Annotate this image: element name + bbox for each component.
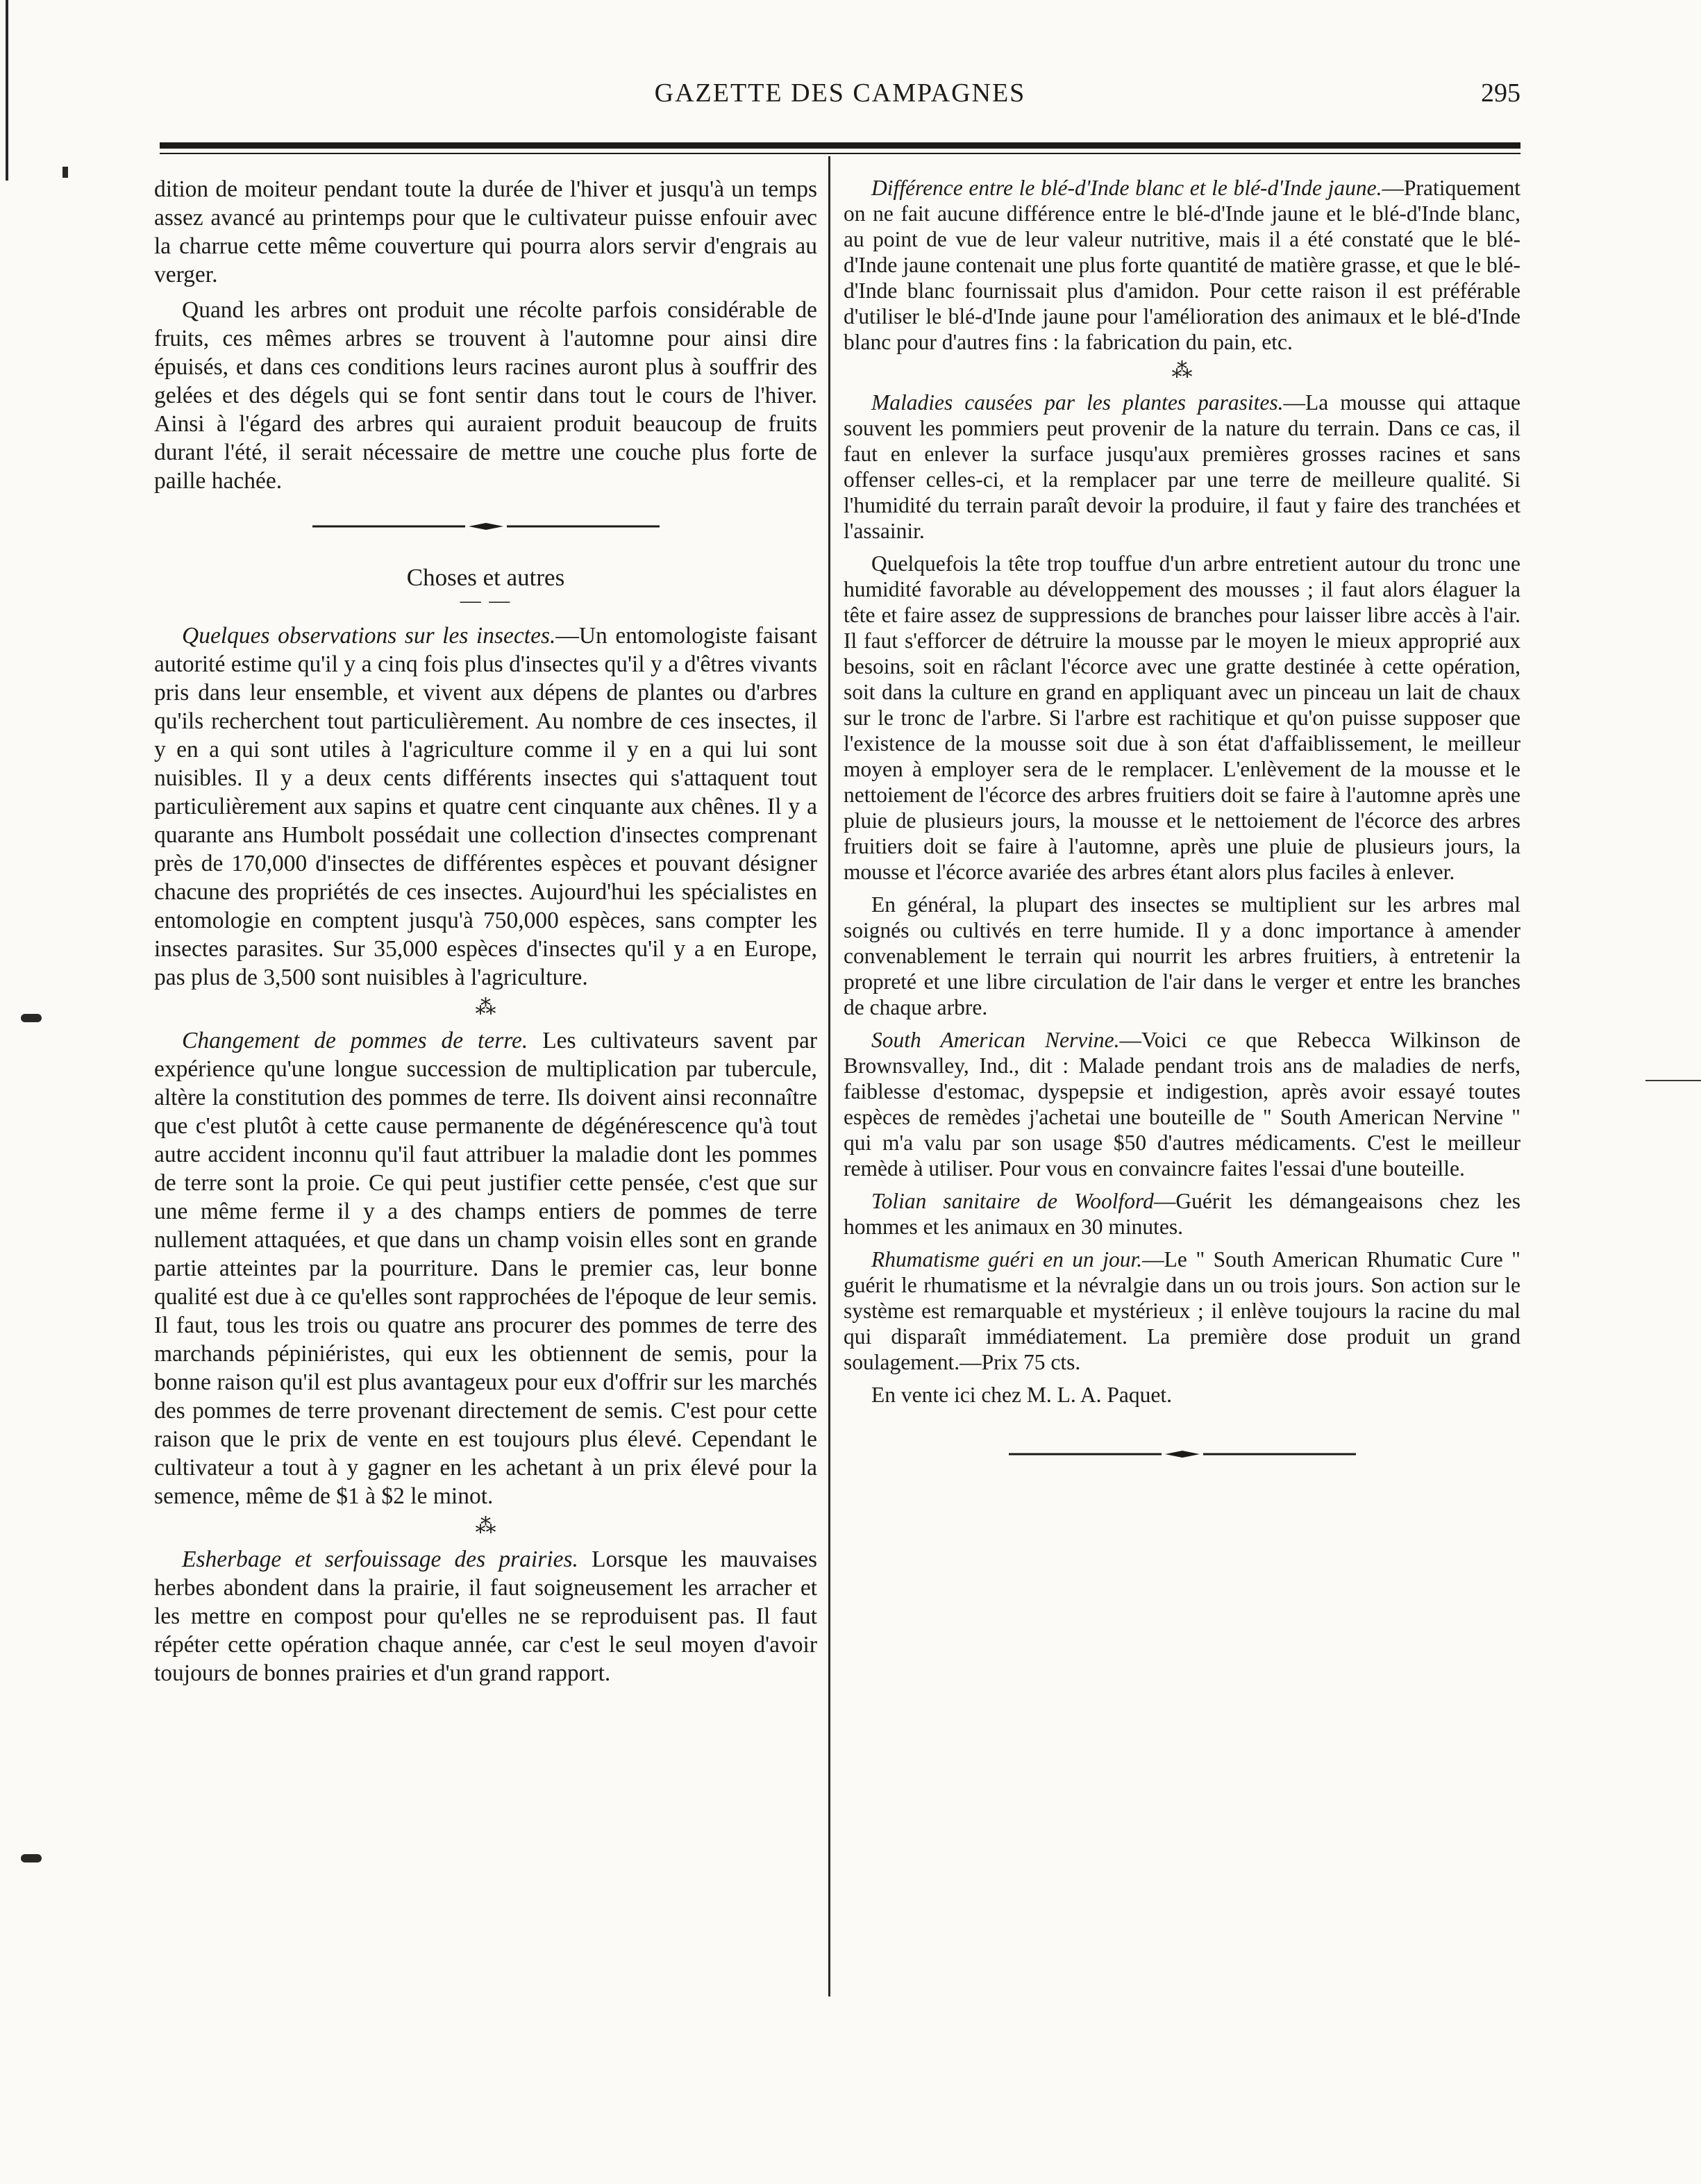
- scan-mark: [62, 167, 68, 178]
- article: [154, 622, 817, 992]
- advertisement-body: —Voici ce que Rebecca Wilkinson de Brownsvalley, Ind., dit : Malade pendant trois ans de maladies de nerfs, faiblesse d'estomac, dyspepsie et indigestion, après avoir essayé toutes espèces de remèdes j'achetai une bouteille de " South American Nervine " qui m'a valu par son usage $50 d'autres médicaments. C'est le meilleur remède à utiliser. Pour vous en convaincre faites l'essai d'une bouteille.: [844, 1028, 1520, 1181]
- ornament-rule: [312, 522, 660, 531]
- article-body: Les cultivateurs savent par expérience qu'une longue succession de multiplication par tubercule, altère la constitution des pommes de terre. Ils doivent ainsi reconnaître que c'est plutôt à cette cause permanente de dégénérescence qu'à tout autre accident inconnu qu'il faut attribuer la maladie dont les pommes de terre sont la proie. Ce qui peut justifier cette pensée, c'est que sur une même ferme il y a des champs entiers de pommes de terre nullement attaquées, et que dans un champ voisin elles sont en grande partie atteintes par la pourriture. Dans le premier cas, leur bonne qualité est due à ce qu'elles sont rapprochées de l'époque de leur semis. Il faut, tous les trois ou quatre ans procurer des pommes de terre des marchands pépiniéristes, qui eux les obtiennent de semis, pour la bonne raison qu'il est plus avantageux pour eux d'offrir sur les marchés des pommes de terre provenant directement de semis. C'est pour cette raison que le prix de vente en est toujours plus élevé. Cependant le cultivateur a tout à y gagner en les achetant à un prix élevé pour la semence, même de $1 à $2 le minot.: [154, 1028, 817, 1509]
- article-title: Esherbage et serfouissage des prairies.: [182, 1547, 578, 1572]
- article-body: —Un entomologiste faisant autorité estime qu'il y a cinq fois plus d'insectes qu'il y a d'êtres vivants pris dans leur ensemble, et vivent aux dépens de plantes ou d'arbres qu'ils recherchent tout particulièrement. Au nombre de ces insectes, il y en a qui sont utiles à l'agriculture comme il y en a qui lui sont nuisibles. Il y a deux cents différents insectes qui s'attaquent tout particulièrement aux sapins et quatre cent cinquante aux chênes. Il y a quarante ans Humbolt possédait une collection d'insectes comprenant près de 170,000 d'insectes de différentes espèces et pouvant désigner chacune des propriétés de ces insectes. Aujourd'hui les spécialistes en entomologie en comptent jusqu'à 750,000 espèces, sans compter les insectes parasites. Sur 35,000 espèces d'insectes qu'il y a en Europe, pas plus de 3,500 sont nuisibles à l'agriculture.: [154, 623, 817, 990]
- scan-mark: [21, 1014, 42, 1022]
- advertisement: [844, 1027, 1520, 1181]
- advertisement-body: —Guérit les démangeaisons chez les hommes et les animaux en 30 minutes.: [844, 1189, 1520, 1239]
- paragraph: En général, la plupart des insectes se multiplient sur les arbres mal soignés ou cultivés en terre humide. Il y a donc importance à amender convenablement le terrain qui nourrit les arbres fruitiers, à entretenir la propreté et une libre circulation de l'air dans le verger et entre les branches de chaque arbre.: [844, 892, 1520, 1019]
- asterism: ⁂: [1171, 359, 1193, 382]
- advertisement: [844, 1188, 1520, 1240]
- ornament-rule: [1009, 1449, 1356, 1459]
- paragraph: dition de moiteur pendant toute la durée de l'hiver et jusqu'à un temps assez avancé au printemps pour que le cultivateur puisse enfouir avec la charrue cette même couverture qui pourra alors servir d'engrais au verger.: [154, 176, 817, 287]
- header-rule-thin: [160, 153, 1520, 154]
- advertisement-body: —Le " South American Rhumatic Cure " guérit le rhumatisme et la névralgie dans un ou trois jours. Son action sur le système est remarquable et mystérieux ; il enlève toujours la racine du mal qui disparaît immédiatement. La première dose produit un grand soulagement.—Prix 75 cts.: [844, 1247, 1520, 1374]
- asterism: ⁂: [475, 996, 496, 1019]
- article-title: Maladies causées par les plantes parasites.: [871, 390, 1284, 415]
- paragraph: En vente ici chez M. L. A. Paquet.: [871, 1383, 1173, 1407]
- scan-left-edge: [6, 0, 8, 181]
- right-column: [844, 175, 1520, 1491]
- article: [844, 390, 1520, 544]
- advertisement-title: Tolian sanitaire de Woolford: [871, 1189, 1154, 1213]
- advertisement-title: Rhumatisme guéri en un jour.: [871, 1247, 1143, 1272]
- section-dash: — —: [460, 589, 512, 612]
- column-divider: [828, 156, 830, 1997]
- section-title: Choses et autres: [406, 564, 565, 591]
- left-column: [154, 175, 817, 1694]
- article-title: Différence entre le blé-d'Inde blanc et le blé-d'Inde jaune.: [871, 176, 1382, 200]
- page-number: 295: [1481, 78, 1520, 108]
- article-body: Lorsque les mauvaises herbes abondent dans la prairie, il faut soigneusement les arracher et les mettre en compost pour qu'elles ne se reproduisent pas. Il faut répéter cette opération chaque année, car c'est le seul moyen d'avoir toujours de bonnes prairies et d'un grand rapport.: [154, 1547, 817, 1686]
- advertisement-title: South American Nervine.: [871, 1028, 1120, 1052]
- article-title: Changement de pommes de terre.: [182, 1028, 528, 1053]
- article: [844, 175, 1520, 355]
- asterism: ⁂: [475, 1515, 496, 1537]
- paragraph: Quelquefois la tête trop touffue d'un arbre entretient autour du tronc une humidité favorable au développement des mousses ; il faut alors élaguer la tête et faire assez de suppressions de branches pour laisser libre accès à l'air. Il faut s'efforcer de détruire la mousse par le moyen le mieux approprié aux besoins, soit en râclant l'écorce avec une gratte destinée à cette opération, soit dans la culture en grand en appliquant avec un pinceau un lait de chaux sur le tronc de l'arbre. Si l'arbre est rachitique et qu'on puisse supposer que l'existence de la mousse soit due à son état d'affaiblissement, le meilleur moyen à employer sera de le remplacer. L'enlèvement de la mousse et le nettoiement de l'écorce des arbres fruitiers doit se faire à l'automne après une pluie de plusieurs jours, la mousse et le nettoiement de l'écorce des arbres fruitiers doit se faire à l'automne, après une pluie de plusieurs jours, la mousse et l'écorce avariée des arbres étant alors plus faciles à enlever.: [844, 551, 1520, 884]
- article: [154, 1545, 817, 1687]
- paragraph: Quand les arbres ont produit une récolte parfois considérable de fruits, ces mêmes arbres se trouvent à l'automne pour ainsi dire épuisés, et dans ces conditions leurs racines auront plus à souffrir des gelées et des dégels qui se font sentir dans tout le cours de l'hiver. Ainsi à l'égard des arbres qui auraient produit beaucoup de fruits durant l'été, il serait nécessaire de mettre une couche plus forte de paille hachée.: [154, 297, 817, 494]
- margin-rule: [1645, 1080, 1701, 1081]
- article: [154, 1026, 817, 1510]
- article-title: Quelques observations sur les insectes.: [182, 623, 556, 649]
- header-rule: [160, 142, 1520, 149]
- article-body: —La mousse qui attaque souvent les pommiers peut provenir de la nature du terrain. Dans ce cas, il faut en enlever la surface jusqu'aux premières grosses racines et sans offenser celles-ci, et la remplacer par une terre de meilleure qualité. Si l'humidité du terrain paraît devoir la produire, il faut y faire des tranchées et l'assainir.: [844, 390, 1520, 543]
- journal-title: GAZETTE DES CAMPAGNES: [654, 78, 1026, 108]
- page-header: [160, 78, 1520, 119]
- advertisement: [844, 1247, 1520, 1375]
- article-body: —Pratiquement on ne fait aucune différence entre le blé-d'Inde jaune et le blé-d'Inde blanc, au point de vue de leur valeur nutritive, mais il a été constaté que le blé-d'Inde jaune contenait une plus forte quantité de matière grasse, et que le blé-d'Inde blanc fournissait plus d'amidon. Pour cette raison il est préférable d'utiliser le blé-d'Inde jaune pour l'amélioration des animaux et le blé-d'Inde blanc pour d'autres fins : la fabrication du pain, etc.: [844, 176, 1520, 354]
- scan-mark: [21, 1854, 42, 1862]
